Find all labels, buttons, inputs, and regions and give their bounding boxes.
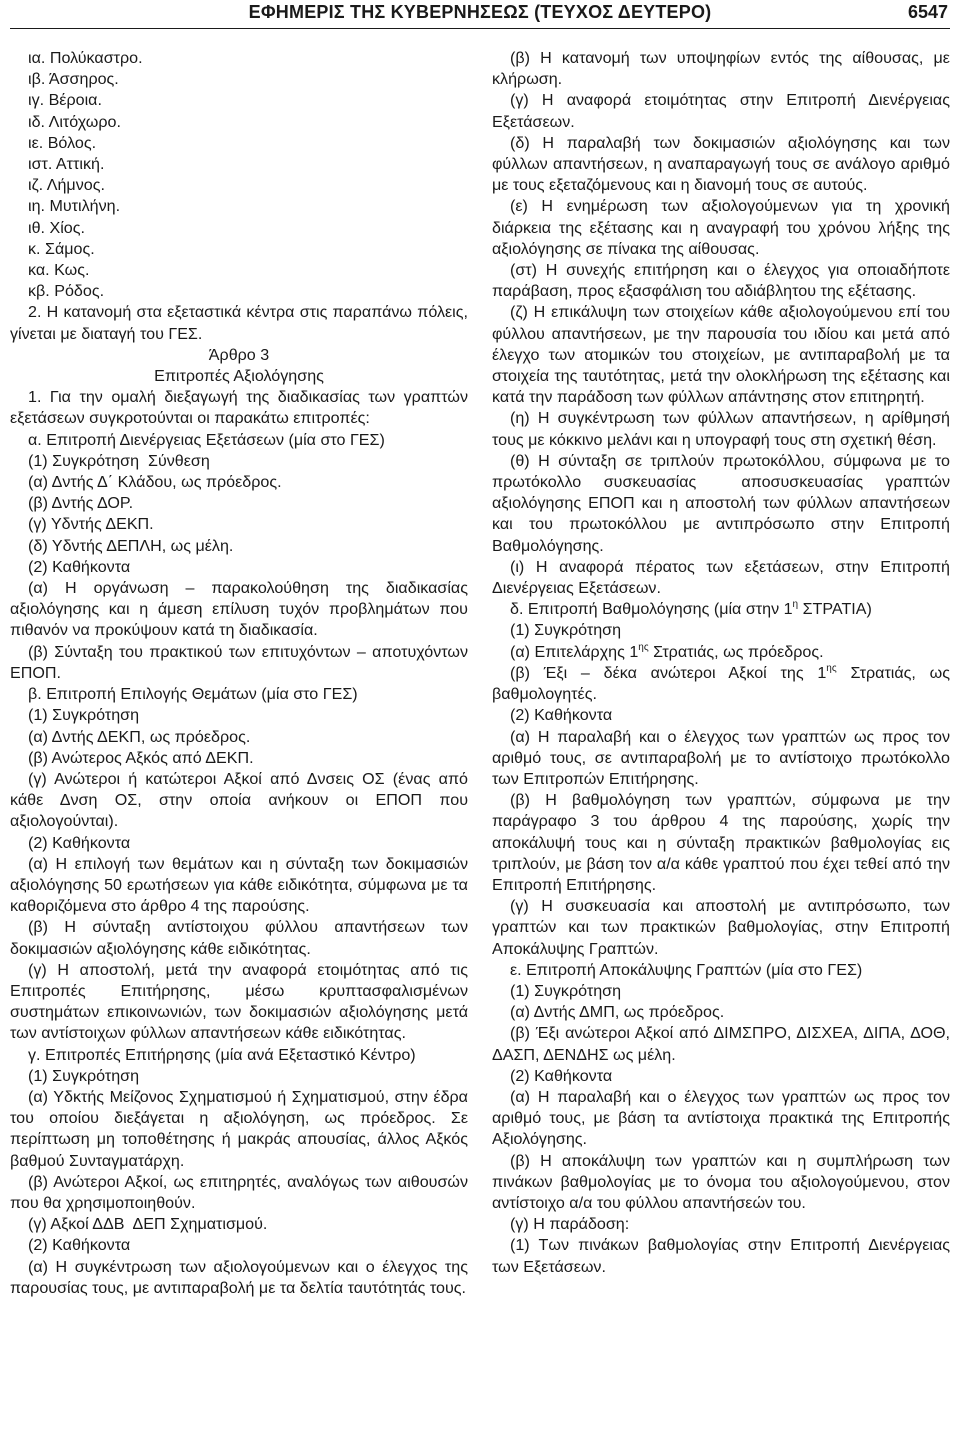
paragraph (10, 281, 468, 302)
paragraph-text: (β) Δντής ΔΟΡ. (28, 494, 134, 513)
paragraph-text: (2) Καθήκοντα (510, 1066, 613, 1085)
paragraph (10, 684, 468, 705)
paragraph (10, 769, 468, 833)
superscript: ης (638, 641, 649, 653)
paragraph-text: κ. Σάμος. (28, 239, 95, 258)
paragraph-text: ιη. Μυτιλήνη. (28, 197, 121, 216)
paragraph (10, 705, 468, 726)
paragraph-text: (α) Δντής Δ΄ Κλάδου, ως πρόεδρος. (28, 473, 282, 492)
paragraph (10, 430, 468, 451)
paragraph (492, 1066, 950, 1087)
paragraph-text: (β) Η βαθμολόγηση των γραπτών, σύμφωνα με την παράγραφο 3 του άρθρου 4 της παρούσης, χωρίς την αποκάλυψή τους και η σύνταξη πρακτικών βαθμολογίας εις τριπλούν, με βάση τον α/α κάθε γραπτού που έχει τεθεί από την Επιτροπή Επιτήρησης. (492, 791, 950, 894)
paragraph (492, 1235, 950, 1277)
paragraph (10, 748, 468, 769)
paragraph (10, 133, 468, 154)
paragraph (10, 175, 468, 196)
paragraph (10, 1045, 468, 1066)
page-header (10, 0, 950, 29)
paragraph (492, 642, 950, 663)
paragraph (492, 705, 950, 726)
paragraph (10, 1066, 468, 1087)
paragraph (10, 917, 468, 959)
paragraph (492, 408, 950, 450)
paragraph-text: (2) Καθήκοντα (28, 1236, 131, 1255)
paragraph-text: (α) Υδκτής Μείζονος Σχηματισμού ή Σχηματισμού, στην έδρα του οποίου διεξάγεται η αξιολόγηση, ως πρόεδρος. Σε περίπτωση μη τοποθέτησης ή μακράς απουσίας, άλλος Αξκός βαθμού Συνταγματάρχη. (10, 1087, 468, 1170)
paragraph (492, 663, 950, 705)
paragraph-text: (α) Η συγκέντρωση των αξιολογούμενων και ο έλεγχος της παρουσίας τους, με αντιπαραβολή με τα δελτία ταυτότητάς τους. (10, 1257, 468, 1297)
paragraph (492, 260, 950, 302)
paragraph (10, 218, 468, 239)
paragraph (492, 196, 950, 260)
paragraph-text: (η) Η συγκέντρωση των φύλλων απαντήσεων, η αρίθμησή τους με κόκκινο μελάνι και η υπογραφή τους στη σχετική θέση. (492, 409, 950, 449)
paragraph-text: κβ. Ρόδος. (28, 282, 105, 301)
paragraph (10, 302, 468, 344)
paragraph-text: 2. Η κατανομή στα εξεταστικά κέντρα στις παραπάνω πόλεις, γίνεται με διαταγή του ΓΕΣ. (10, 303, 468, 343)
paragraph (10, 1172, 468, 1214)
paragraph-text: ιε. Βόλος. (28, 133, 97, 152)
paragraph-text: δ. Επιτροπή Βαθμολόγησης (μία στην 1 (510, 600, 793, 619)
paragraph-text: κα. Κως. (28, 261, 90, 280)
paragraph (10, 536, 468, 557)
paragraph (492, 599, 950, 620)
paragraph-text: (1) Συγκρότηση (510, 981, 622, 1000)
article-heading (10, 345, 468, 366)
paragraph (492, 896, 950, 960)
right-column (492, 48, 950, 1278)
paragraph-text: ιστ. Αττική. (28, 155, 105, 174)
paragraph (10, 578, 468, 642)
paragraph-text: ε. Επιτροπή Αποκάλυψης Γραπτών (μία στο ΓΕΣ) (510, 960, 863, 979)
paragraph (10, 557, 468, 578)
paragraph (10, 69, 468, 90)
paragraph-text: (2) Καθήκοντα (510, 706, 613, 725)
paragraph (492, 302, 950, 408)
paragraph-text: (θ) Η σύνταξη σε τριπλούν πρωτοκόλλου, σύμφωνα με το πρωτόκολλο συσκευασίας αποσυσκευασίας γραπτών αξιολόγησης ΕΠΟΠ και η αποστολή των φύλλων απαντήσεων και του πρωτοκόλλου με αντιπρόσωπο στην Επιτροπή Βαθμολόγησης. (492, 451, 950, 555)
paragraph (492, 620, 950, 641)
paragraph-text: (1) Συγκρότηση (28, 1066, 140, 1085)
paragraph-text: (α) Η οργάνωση – παρακολούθηση της διαδικασίας αξιολόγησης και η άμεση επίλυση τυχόν προβλημάτων που πιθανόν να προκύψουν κατά τη διαδικασία. (10, 579, 468, 640)
paragraph-text: (1) Των πινάκων βαθμολογίας στην Επιτροπή Διενέργειας των Εξετάσεων. (492, 1236, 950, 1276)
paragraph (492, 1002, 950, 1023)
paragraph-text: (α) Η παραλαβή και ο έλεγχος των γραπτών ως προς τον αριθμό τους, σε αντιπαραβολή με το αντίστοιχο πρωτόκολλο των Επιτροπών Επιτήρησης. (492, 727, 950, 788)
paragraph-text: ιζ. Λήμνος. (28, 176, 105, 195)
gazette-title: ΕΦΗΜΕΡΙΣ ΤΗΣ ΚΥΒΕΡΝΗΣΕΩΣ (ΤΕΥΧΟΣ ΔΕΥΤΕΡΟ) (248, 2, 712, 22)
paragraph-text: (1) Συγκρότηση (510, 621, 622, 640)
paragraph-text: (β) Έξι ανώτεροι Αξκοί από ΔΙΜΣΠΡΟ, ΔΙΣΧΕΑ, ΔΙΠΑ, ΔΟΘ, ΔΑΣΠ, ΔΕΝΔΗΣ ως μέλη. (492, 1024, 950, 1064)
paragraph-text: (α) Δντής ΔΜΠ, ως πρόεδρος. (510, 1003, 725, 1022)
paragraph (492, 1214, 950, 1235)
paragraph-text: (β) Έξι – δέκα ανώτεροι Αξκοί της 1 (510, 663, 827, 682)
paragraph-text: (ι) Η αναφορά πέρατος των εξετάσεων, στην Επιτροπή Διενέργειας Εξετάσεων. (492, 557, 950, 598)
paragraph-text: β. Επιτροπή Επιλογής Θεμάτων (μία στο ΓΕΣ) (28, 685, 358, 704)
paragraph-text: ιγ. Βέροια. (28, 91, 102, 110)
paragraph (492, 1151, 950, 1215)
paragraph (10, 154, 468, 175)
paragraph-text: (α) Επιτελάρχης 1 (510, 642, 639, 661)
paragraph (10, 727, 468, 748)
paragraph (492, 557, 950, 599)
paragraph (10, 387, 468, 429)
paragraph (10, 260, 468, 281)
paragraph-text: (2) Καθήκοντα (28, 833, 131, 852)
paragraph-text: Επιτροπές Αξιολόγησης (154, 367, 324, 386)
paragraph-text: (α) Δντής ΔΕΚΠ, ως πρόεδρος. (28, 727, 251, 746)
paragraph (10, 854, 468, 918)
paragraph (10, 90, 468, 111)
paragraph (492, 133, 950, 197)
paragraph (492, 960, 950, 981)
paragraph-text: (1) Συγκρότηση (28, 706, 140, 725)
article-heading (10, 366, 468, 387)
paragraph (492, 451, 950, 557)
paragraph-text: (γ) Αξκοί ΔΔΒ ΔΕΠ Σχηματισμού. (28, 1215, 268, 1234)
paragraph-text: (δ) Η παραλαβή των δοκιμασιών αξιολόγησης και των φύλλων απαντήσεων, η αναπαραγωγή τους σε ανάλογο αριθμό με τους εξεταζόμενους και η διανομή τους σε αυτούς. (492, 133, 950, 195)
paragraph (10, 196, 468, 217)
paragraph-text-tail: ΣΤΡΑΤΙΑ) (798, 600, 872, 619)
paragraph-text: (β) Η αποκάλυψη των γραπτών και η συμπλήρωση των πινάκων βαθμολογίας με το όνομα του αξιολογούμενου, στον αντίστοιχο α/α του φύλλου απαντήσεών του. (492, 1151, 950, 1212)
paragraph (10, 239, 468, 260)
superscript: η (792, 599, 799, 611)
paragraph-text: (1) Συγκρότηση Σύνθεση (28, 451, 210, 470)
paragraph (492, 1023, 950, 1065)
page-number: 6547 (907, 2, 948, 22)
paragraph-text: (στ) Η συνεχής επιτήρηση και ο έλεγχος για οποιαδήποτε παράβαση, προς εξασφάλιση του αδιάβλητου της εξέτασης. (492, 261, 950, 301)
paragraph-text: α. Επιτροπή Διενέργειας Εξετάσεων (μία στο ΓΕΣ) (28, 430, 385, 449)
paragraph (10, 1087, 468, 1172)
paragraph-text: (β) Η σύνταξη αντίστοιχου φύλλου απαντήσεων των δοκιμασιών αξιολόγησης κάθε ειδικότητας. (10, 918, 468, 958)
paragraph (492, 48, 950, 90)
paragraph-text: (β) Ανώτεροι Αξκοί, ως επιτηρητές, αναλόγως των αιθουσών που θα χρησιμοποιηθούν. (10, 1172, 468, 1212)
paragraph (492, 90, 950, 132)
paragraph (10, 1235, 468, 1256)
paragraph (10, 1257, 468, 1299)
paragraph (492, 1087, 950, 1151)
paragraph-text: (γ) Η παράδοση: (510, 1215, 630, 1234)
paragraph-text: Άρθρο 3 (208, 345, 270, 364)
paragraph-text: (γ) Η συσκευασία και αποστολή με αντιπρόσωπο, των γραπτών και των πρακτικών βαθμολογίας, στην Επιτροπή Αποκάλυψης Γραπτών. (492, 897, 950, 958)
paragraph (10, 960, 468, 1045)
paragraph-text: (α) Η επιλογή των θεμάτων και η σύνταξη των δοκιμασιών αξιολόγησης 50 ερωτήσεων για κάθε ειδικότητα, σύμφωνα με τα καθοριζόμενα στο άρθρο 4 της παρούσης. (10, 854, 468, 916)
paragraph-text-tail: Στρατιάς, ως πρόεδρος. (648, 642, 824, 661)
paragraph (492, 727, 950, 791)
paragraph (10, 112, 468, 133)
paragraph (10, 642, 468, 684)
paragraph-text: γ. Επιτροπές Επιτήρησης (μία ανά Εξεταστικό Κέντρο) (28, 1045, 416, 1064)
paragraph (10, 1214, 468, 1235)
paragraph-text: (γ) Η αναφορά ετοιμότητας στην Επιτροπή Διενέργειας Εξετάσεων. (492, 91, 950, 131)
paragraph (492, 790, 950, 896)
paragraph-text: (γ) Η αποστολή, μετά την αναφορά ετοιμότητας από τις Επιτροπές Επιτήρησης, μέσω κρυπτασφαλισμένων συστημάτων επικοινωνιών, των δοκιμασιών αξιολόγησης μετά των αντίστοιχων φύλλων απαντήσεων κάθε ειδικότητας. (10, 960, 468, 1043)
paragraph (10, 833, 468, 854)
superscript: ης (826, 662, 837, 674)
paragraph-text: (ε) Η ενημέρωση των αξιολογούμενων για τη χρονική διάρκεια της εξέτασης και η αναγραφή του χρόνου λήξης της αξιολόγησης σε πίνακα της αίθουσας. (492, 197, 950, 258)
paragraph-text: ιθ. Χίος. (28, 218, 85, 237)
paragraph-text: (δ) Υδντής ΔΕΠΛΗ, ως μέλη. (28, 536, 234, 555)
paragraph (492, 981, 950, 1002)
paragraph-text: (β) Ανώτερος Αξκός από ΔΕΚΠ. (28, 748, 254, 767)
paragraph (10, 493, 468, 514)
paragraph (10, 472, 468, 493)
paragraph-text: ιβ. Άσσηρος. (28, 70, 119, 89)
left-column (10, 48, 468, 1299)
paragraph-text: (β) Η κατανομή των υποψηφίων εντός της αίθουσας, με κλήρωση. (492, 49, 950, 89)
paragraph-text: (γ) Υδντής ΔΕΚΠ. (28, 515, 154, 534)
paragraph (10, 48, 468, 69)
paragraph (10, 451, 468, 472)
paragraph-text: (β) Σύνταξη του πρακτικού των επιτυχόντων – αποτυχόντων ΕΠΟΠ. (10, 642, 468, 682)
paragraph-text: (2) Καθήκοντα (28, 557, 131, 576)
paragraph-text: ια. Πολύκαστρο. (28, 49, 143, 67)
paragraph-text: (α) Η παραλαβή και ο έλεγχος των γραπτών ως προς τον αριθμό τους, με βάση τα αντίστοιχα πρακτικά της Επιτροπής Αξιολόγησης. (492, 1087, 950, 1149)
paragraph-text: (ζ) Η επικάλυψη των στοιχείων κάθε αξιολογούμενου επί του φύλλου απαντήσεων, με την παρουσία του ιδίου και μετά από έλεγχο των ατομικών του στοιχείων, με αντιπαραβολή με τα στοιχεία της ταυτότητας, μετά την ολοκλήρωση της εξέτασης και κατά την παράδοση των φύλλων απάντησης στον επιτηρητή. (492, 303, 950, 407)
paragraph-text: (γ) Ανώτεροι ή κατώτεροι Αξκοί από Δνσεις ΟΣ (ένας από κάθε Δνση ΟΣ, στην οποία ανήκουν οι ΕΠΟΠ που αξιολογούνται). (10, 769, 468, 831)
paragraph-text-tail: Στρατιάς, ως βαθμολογητές. (492, 663, 950, 704)
paragraph-text: 1. Για την ομαλή διεξαγωγή της διαδικασίας των γραπτών εξετάσεων συγκροτούνται οι παρακάτω επιτροπές: (10, 388, 468, 428)
paragraph-text: ιδ. Λιτόχωρο. (28, 112, 121, 131)
paragraph (10, 514, 468, 535)
